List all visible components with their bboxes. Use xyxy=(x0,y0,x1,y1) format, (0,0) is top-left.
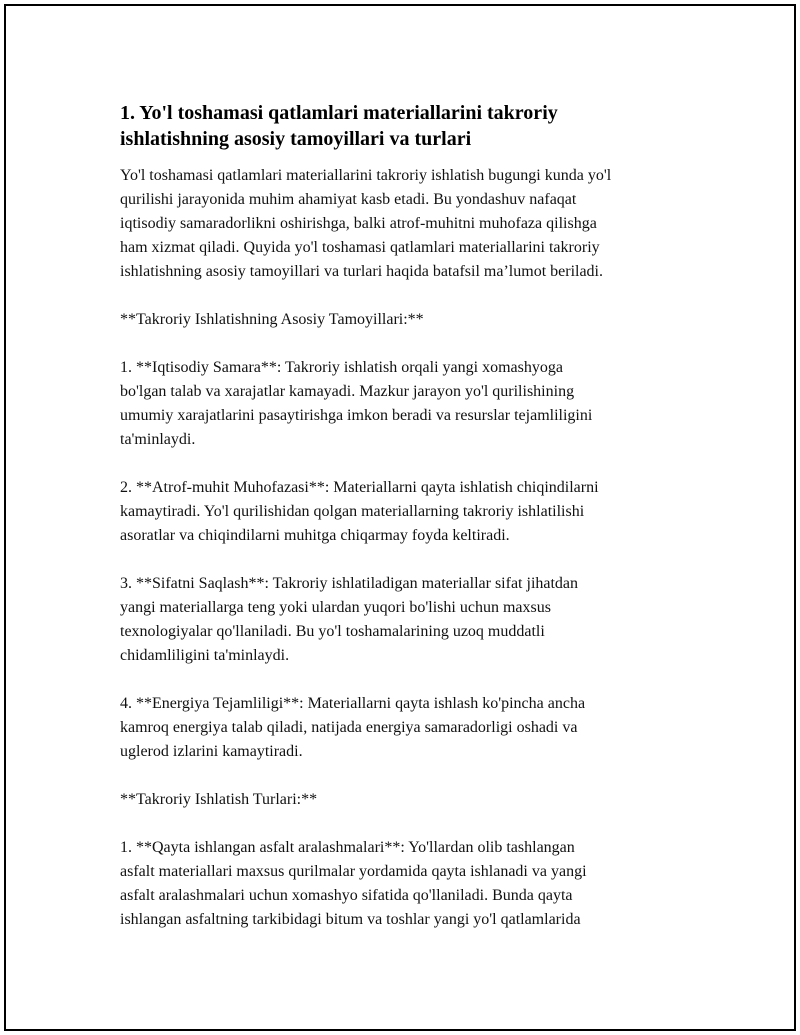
principle-item-1 xyxy=(120,356,700,452)
section-title xyxy=(120,100,700,152)
principles-heading xyxy=(120,308,700,332)
types-heading xyxy=(120,788,700,812)
text-line: asfalt materiallari maxsus qurilmalar yordamida qayta ishlanadi va yangi xyxy=(120,863,587,880)
text-line: 3. **Sifatni Saqlash**: Takroriy ishlatiladigan materiallar sifat jihatdan xyxy=(120,575,579,592)
document-body xyxy=(120,100,700,932)
page-frame xyxy=(4,4,796,1031)
text-line: ishlatishning asosiy tamoyillari va turlari haqida batafsil ma’lumot beriladi. xyxy=(120,263,603,280)
text-line: **Takroriy Ishlatish Turlari:** xyxy=(120,791,318,808)
text-line: qurilishi jarayonida muhim ahamiyat kasb etadi. Bu yondashuv nafaqat xyxy=(120,191,577,208)
text-line: bo'lgan talab va xarajatlar kamayadi. Mazkur jarayon yo'l qurilishining xyxy=(120,383,575,400)
title-line: 1. Yo'l toshamasi qatlamlari materiallarini takroriy xyxy=(120,102,558,124)
intro-paragraph xyxy=(120,164,700,284)
text-line: 1. **Iqtisodiy Samara**: Takroriy ishlatish orqali yangi xomashyoga xyxy=(120,359,563,376)
text-line: asoratlar va chiqindilarni muhitga chiqarmay foyda keltiradi. xyxy=(120,527,510,544)
text-line: chidamliligini ta'minlaydi. xyxy=(120,647,290,664)
principle-item-4 xyxy=(120,692,700,764)
text-line: 4. **Energiya Tejamliligi**: Materiallarni qayta ishlash ko'pincha ancha xyxy=(120,695,586,712)
type-item-1 xyxy=(120,836,700,932)
text-line: **Takroriy Ishlatishning Asosiy Tamoyillari:** xyxy=(120,311,424,328)
text-line: 2. **Atrof-muhit Muhofazasi**: Materiallarni qayta ishlatish chiqindilarni xyxy=(120,479,599,496)
text-line: yangi materiallarga teng yoki ulardan yuqori bo'lishi uchun maxsus xyxy=(120,599,551,616)
text-line: ishlangan asfaltning tarkibidagi bitum va toshlar yangi yo'l qatlamlarida xyxy=(120,911,581,928)
text-line: iqtisodiy samaradorlikni oshirishga, balki atrof-muhitni muhofaza qilishga xyxy=(120,215,597,232)
text-line: asfalt aralashmalari uchun xomashyo sifatida qo'llaniladi. Bunda qayta xyxy=(120,887,573,904)
text-line: kamroq energiya talab qiladi, natijada energiya samaradorligi oshadi va xyxy=(120,719,578,736)
text-line: Yo'l toshamasi qatlamlari materiallarini takroriy ishlatish bugungi kunda yo'l xyxy=(120,167,612,184)
title-line: ishlatishning asosiy tamoyillari va turlari xyxy=(120,128,472,150)
text-line: ham xizmat qiladi. Quyida yo'l toshamasi qatlamlari materiallarini takroriy xyxy=(120,239,600,256)
text-line: 1. **Qayta ishlangan asfalt aralashmalari**: Yo'llardan olib tashlangan xyxy=(120,839,575,856)
principle-item-3 xyxy=(120,572,700,668)
text-line: texnologiyalar qo'llaniladi. Bu yo'l toshamalarining uzoq muddatli xyxy=(120,623,545,640)
text-line: ta'minlaydi. xyxy=(120,431,196,448)
text-line: umumiy xarajatlarini pasaytirishga imkon beradi va resurslar tejamliligini xyxy=(120,407,593,424)
principle-item-2 xyxy=(120,476,700,548)
text-line: kamaytiradi. Yo'l qurilishidan qolgan materiallarning takroriy ishlatilishi xyxy=(120,503,585,520)
text-line: uglerod izlarini kamaytiradi. xyxy=(120,743,303,760)
